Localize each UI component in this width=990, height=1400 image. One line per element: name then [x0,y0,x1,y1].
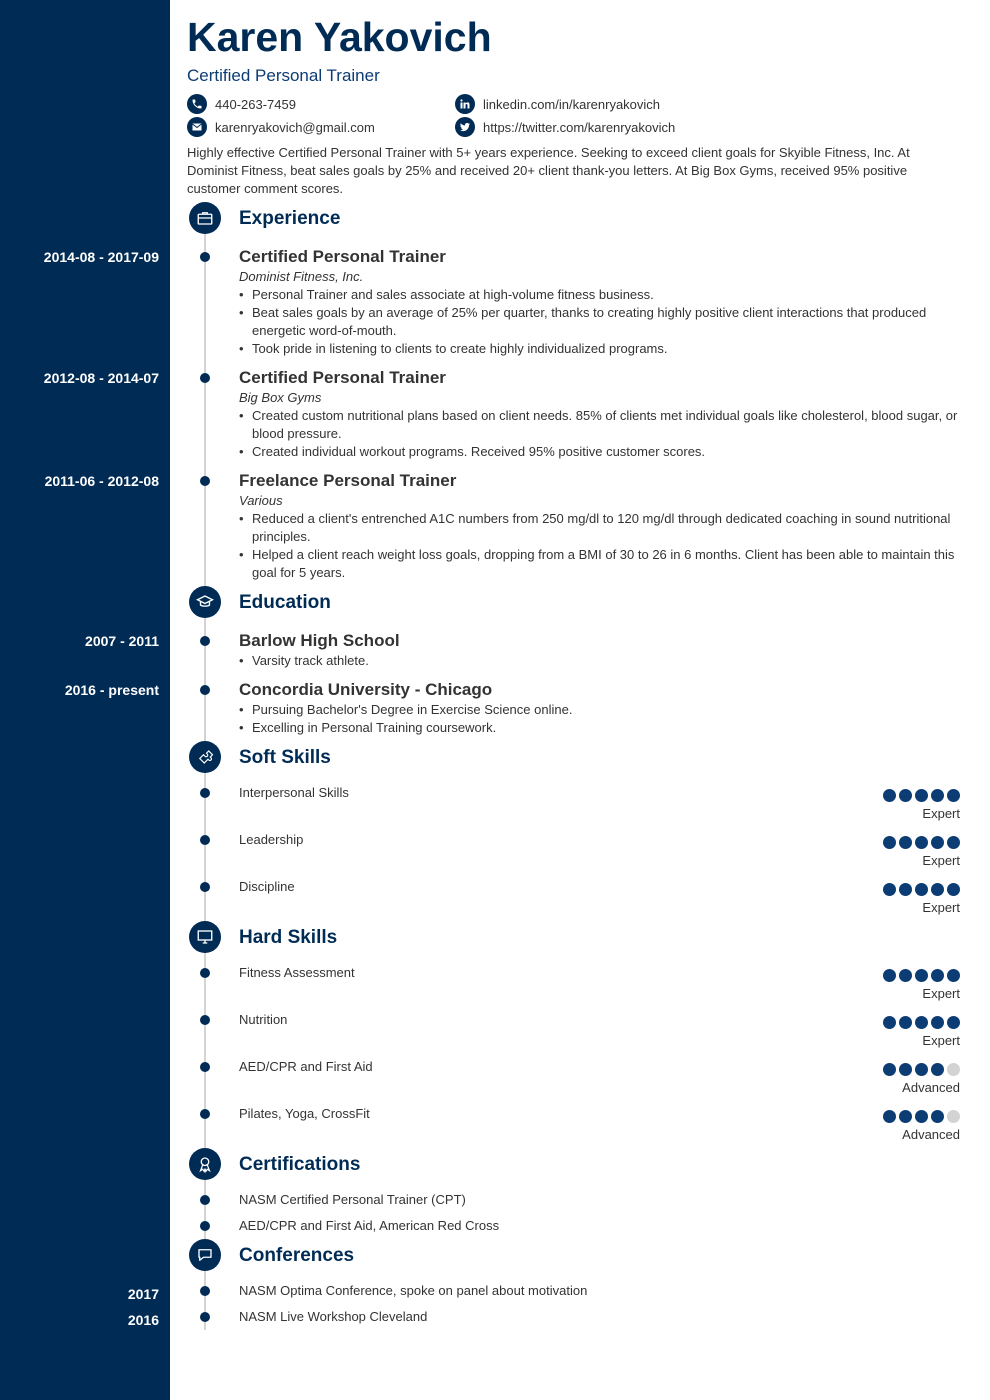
timeline-dot [200,1312,210,1322]
briefcase-icon [189,202,221,234]
rating-dot-filled [931,883,944,896]
sidebar [0,0,170,1400]
rating-dot-filled [883,1110,896,1123]
rating-dot-filled [947,969,960,982]
rating-dot-filled [931,1063,944,1076]
timeline-dot [200,252,210,262]
education-date: 2016 - present [64,682,159,698]
experience-heading: Experience [239,208,341,229]
job-date: 2011-06 - 2012-08 [44,473,159,489]
certification-item: NASM Certified Personal Trainer (CPT) [239,1192,466,1207]
rating-dot-filled [883,1016,896,1029]
email-text[interactable]: karenryakovich@gmail.com [215,119,375,135]
timeline-dot [200,968,210,978]
rating-dot-filled [899,883,912,896]
timeline-dot [200,1015,210,1025]
rating-dot-filled [947,789,960,802]
phone-icon [187,94,207,114]
job-title: Certified Personal Trainer [239,368,446,387]
bullet-item: • Helped a client reach weight loss goals, dropping from a BMI of 30 to 26 in 6 months. Client has been able to maintain this goal for 5 years. [239,546,964,582]
rating-dot-filled [883,969,896,982]
job-company: Dominist Fitness, Inc. [239,269,364,284]
job-bullets [239,286,964,358]
skill-level: Expert [922,853,960,868]
rating-dot-filled [915,1063,928,1076]
rating-dot-filled [915,969,928,982]
candidate-name: Karen Yakovich [187,14,492,60]
phone-text[interactable]: 440-263-7459 [215,96,296,112]
skill-level: Advanced [902,1080,960,1095]
rating-dot-filled [931,969,944,982]
bullet-item: • Varsity track athlete. [239,652,964,670]
rating-dot-filled [899,836,912,849]
rating-dot-filled [899,1016,912,1029]
skill-level: Expert [922,986,960,1001]
timeline-dot [200,835,210,845]
skill-rating [883,836,960,849]
job-title: Certified Personal Trainer [239,247,446,266]
education-heading: Education [239,592,331,613]
skill-rating [883,1063,960,1076]
timeline-dot [200,685,210,695]
skill-rating [883,789,960,802]
soft-skills-heading: Soft Skills [239,747,331,768]
contact-email [187,117,375,137]
rating-dot-filled [899,969,912,982]
skill-rating [883,1110,960,1123]
skill-name: Pilates, Yoga, CrossFit [239,1106,370,1121]
skill-name: Nutrition [239,1012,288,1027]
bullet-item: • Personal Trainer and sales associate at high-volume fitness business. [239,286,964,304]
school-name: Concordia University - Chicago [239,680,493,699]
skill-level: Advanced [902,1127,960,1142]
hard-skills-heading: Hard Skills [239,927,338,948]
skill-level: Expert [922,806,960,821]
rating-dot-filled [947,1016,960,1029]
rating-dot-filled [915,789,928,802]
rating-dot-filled [883,836,896,849]
skill-rating [883,969,960,982]
rating-dot-filled [947,883,960,896]
rating-dot-filled [899,1110,912,1123]
conference-date: 2017 [127,1286,159,1302]
rating-dot-filled [899,1063,912,1076]
bullet-item: • Beat sales goals by an average of 25% per quarter, thanks to creating highly positive client interactions that produced energetic word-of-mouth. [239,304,964,340]
linkedin-icon [455,94,475,114]
skill-level: Expert [922,900,960,915]
graduation-cap-icon [189,586,221,618]
rating-dot-filled [947,836,960,849]
skill-rating [883,883,960,896]
job-bullets [239,407,964,461]
timeline-dot [200,1286,210,1296]
job-date: 2014-08 - 2017-09 [43,249,159,265]
job-company: Big Box Gyms [239,390,322,405]
rating-dot-filled [915,883,928,896]
candidate-title: Certified Personal Trainer [187,66,380,85]
email-icon [187,117,207,137]
conferences-heading: Conferences [239,1245,355,1266]
bullet-item: • Took pride in listening to clients to create highly individualized programs. [239,340,964,358]
skill-name: Leadership [239,832,304,847]
rating-dot-filled [915,1110,928,1123]
skill-rating [883,1016,960,1029]
puzzle-icon [189,741,221,773]
timeline-dot [200,882,210,892]
bullet-item: • Created individual workout programs. Received 95% positive customer scores. [239,443,964,461]
rating-dot-filled [883,789,896,802]
rating-dot-filled [883,883,896,896]
bullet-item: • Reduced a client's entrenched A1C numbers from 250 mg/dl to 120 mg/dl through dedicated coaching in sound nutritional principles. [239,510,964,546]
twitter-icon [455,117,475,137]
conference-date: 2016 [127,1312,159,1328]
speech-bubble-icon [189,1239,221,1271]
timeline-dot [200,788,210,798]
rating-dot-filled [931,836,944,849]
rating-dot-filled [931,789,944,802]
skill-level: Expert [922,1033,960,1048]
education-bullets [239,701,964,737]
rating-dot-filled [899,789,912,802]
bullet-item: • Excelling in Personal Training coursework. [239,719,964,737]
job-title: Freelance Personal Trainer [239,471,457,490]
linkedin-text[interactable]: linkedin.com/in/karenryakovich [483,96,661,112]
bullet-item: • Created custom nutritional plans based on client needs. 85% of clients met individual goals like cholesterol, blood sugar, or blood pressure. [239,407,964,443]
contact-twitter [455,117,675,137]
education-bullets [239,652,964,670]
timeline-dot [200,476,210,486]
job-date: 2012-08 - 2014-07 [43,370,159,386]
job-company: Various [239,493,283,508]
timeline-dot [200,1221,210,1231]
education-date: 2007 - 2011 [85,633,159,649]
timeline-dot [200,373,210,383]
timeline-dot [200,1062,210,1072]
skill-name: Interpersonal Skills [239,785,349,800]
contact-linkedin [455,94,660,114]
skill-name: AED/CPR and First Aid [239,1059,373,1074]
rating-dot-filled [915,836,928,849]
rating-dot-empty [947,1110,960,1123]
certifications-heading: Certifications [239,1154,361,1175]
job-bullets [239,510,964,582]
skill-name: Fitness Assessment [239,965,355,980]
award-icon [189,1148,221,1180]
monitor-icon [189,921,221,953]
timeline-dot [200,1195,210,1205]
rating-dot-empty [947,1063,960,1076]
rating-dot-filled [883,1063,896,1076]
rating-dot-filled [931,1110,944,1123]
timeline-dot [200,636,210,646]
rating-dot-filled [915,1016,928,1029]
contact-phone [187,94,296,114]
conference-item: NASM Live Workshop Cleveland [239,1309,428,1324]
rating-dot-filled [931,1016,944,1029]
certification-item: AED/CPR and First Aid, American Red Cross [239,1218,500,1233]
school-name: Barlow High School [239,631,400,650]
conference-item: NASM Optima Conference, spoke on panel about motivation [239,1283,588,1298]
twitter-text[interactable]: https://twitter.com/karenryakovich [483,119,676,135]
summary: Highly effective Certified Personal Trainer with 5+ years experience. Seeking to exceed client goals for Skyible Fitness, Inc. At Dominist Fitness, beat sales goals by 25% and received 20+ client thank-you letters. At Big Box Gyms, received 95% positive customer comment scores. [187,145,910,196]
bullet-item: • Pursuing Bachelor's Degree in Exercise Science online. [239,701,964,719]
skill-name: Discipline [239,879,295,894]
timeline-dot [200,1109,210,1119]
